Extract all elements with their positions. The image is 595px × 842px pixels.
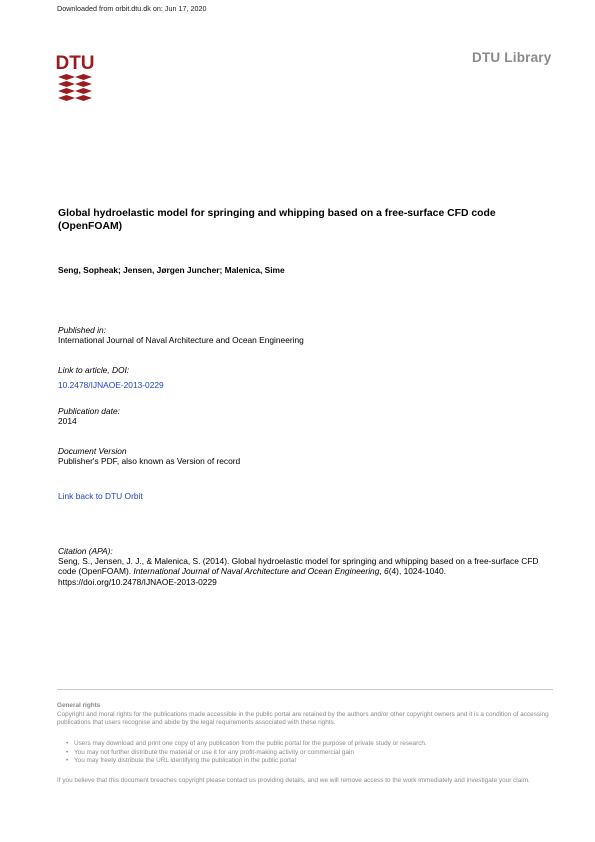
general-rights-section [57, 702, 553, 728]
orbit-link[interactable]: Link back to DTU Orbit [58, 491, 143, 501]
rights-closing: If you believe that this document breaches copyright please contact us providing details, and we will remove access to the work immediately and investigate your claim. [57, 777, 530, 784]
rights-item: • You may freely distribute the URL identifying the publication in the public portal [74, 757, 553, 766]
citation-label: Citation (APA): [58, 546, 113, 556]
doi-link[interactable]: 10.2478/IJNAOE-2013-0229 [58, 380, 164, 390]
published-in-value: International Journal of Naval Architecture and Ocean Engineering [58, 335, 304, 345]
document-version-value: Publisher's PDF, also known as Version of record [58, 456, 241, 466]
publication-date-section [58, 406, 548, 426]
citation-text [58, 556, 550, 587]
general-rights-title: General rights [57, 702, 101, 709]
publication-date-label: Publication date: [58, 406, 120, 416]
paper-title: Global hydroelastic model for springing and whipping based on a free-surface CFD code (OpenFOAM) [58, 208, 496, 232]
rights-item: • Users may download and print one copy of any publication from the public portal for the purpose of private study or research. [74, 740, 553, 749]
citation-part1: Seng, S., Jensen, J. J., & Malenica, S. (2014). Global hydroelastic model for springing and whipping based on a free-surface CFD code (OpenFOAM). [58, 556, 539, 577]
dtu-library-label: DTU Library [472, 50, 552, 65]
dtu-logo-text: DTU [55, 53, 95, 74]
citation-journal: International Journal of Naval Architecture and Ocean Engineering [133, 566, 380, 577]
dtu-logo-waves [58, 74, 92, 101]
footer-divider [57, 689, 553, 690]
rights-list-section [57, 740, 553, 766]
published-in-label: Published in: [58, 325, 106, 335]
citation-section [58, 546, 548, 587]
document-version-label: Document Version [58, 446, 127, 456]
dtu-logo [55, 52, 95, 104]
doi-section [58, 365, 548, 393]
citation-volume: 6 [384, 566, 389, 577]
citation-part2: , [379, 566, 385, 577]
published-in-section [58, 325, 548, 345]
rights-item: • You may not further distribute the material or use it for any profit-making activity or commercial gain [74, 749, 553, 758]
orbit-link-section [58, 486, 548, 504]
doi-label: Link to article, DOI: [58, 365, 130, 375]
paper-authors: Seng, Sopheak; Jensen, Jørgen Juncher; Malenica, Sime [58, 265, 285, 275]
download-notice: Downloaded from orbit.dtu.dk on: Jun 17, 2020 [57, 4, 207, 13]
publication-date-value: 2014 [58, 416, 77, 426]
document-version-section [58, 446, 548, 466]
rights-list [57, 740, 553, 766]
general-rights-intro: Copyright and moral rights for the publications made accessible in the public portal are retained by the authors and/or other copyright owners and it is a condition of accessing publications that users recognise and abide by the legal requirements associated with these rights. [57, 710, 549, 727]
citation-part3: (4), 1024-1040. https://doi.org/10.2478/IJNAOE-2013-0229 [58, 566, 446, 587]
